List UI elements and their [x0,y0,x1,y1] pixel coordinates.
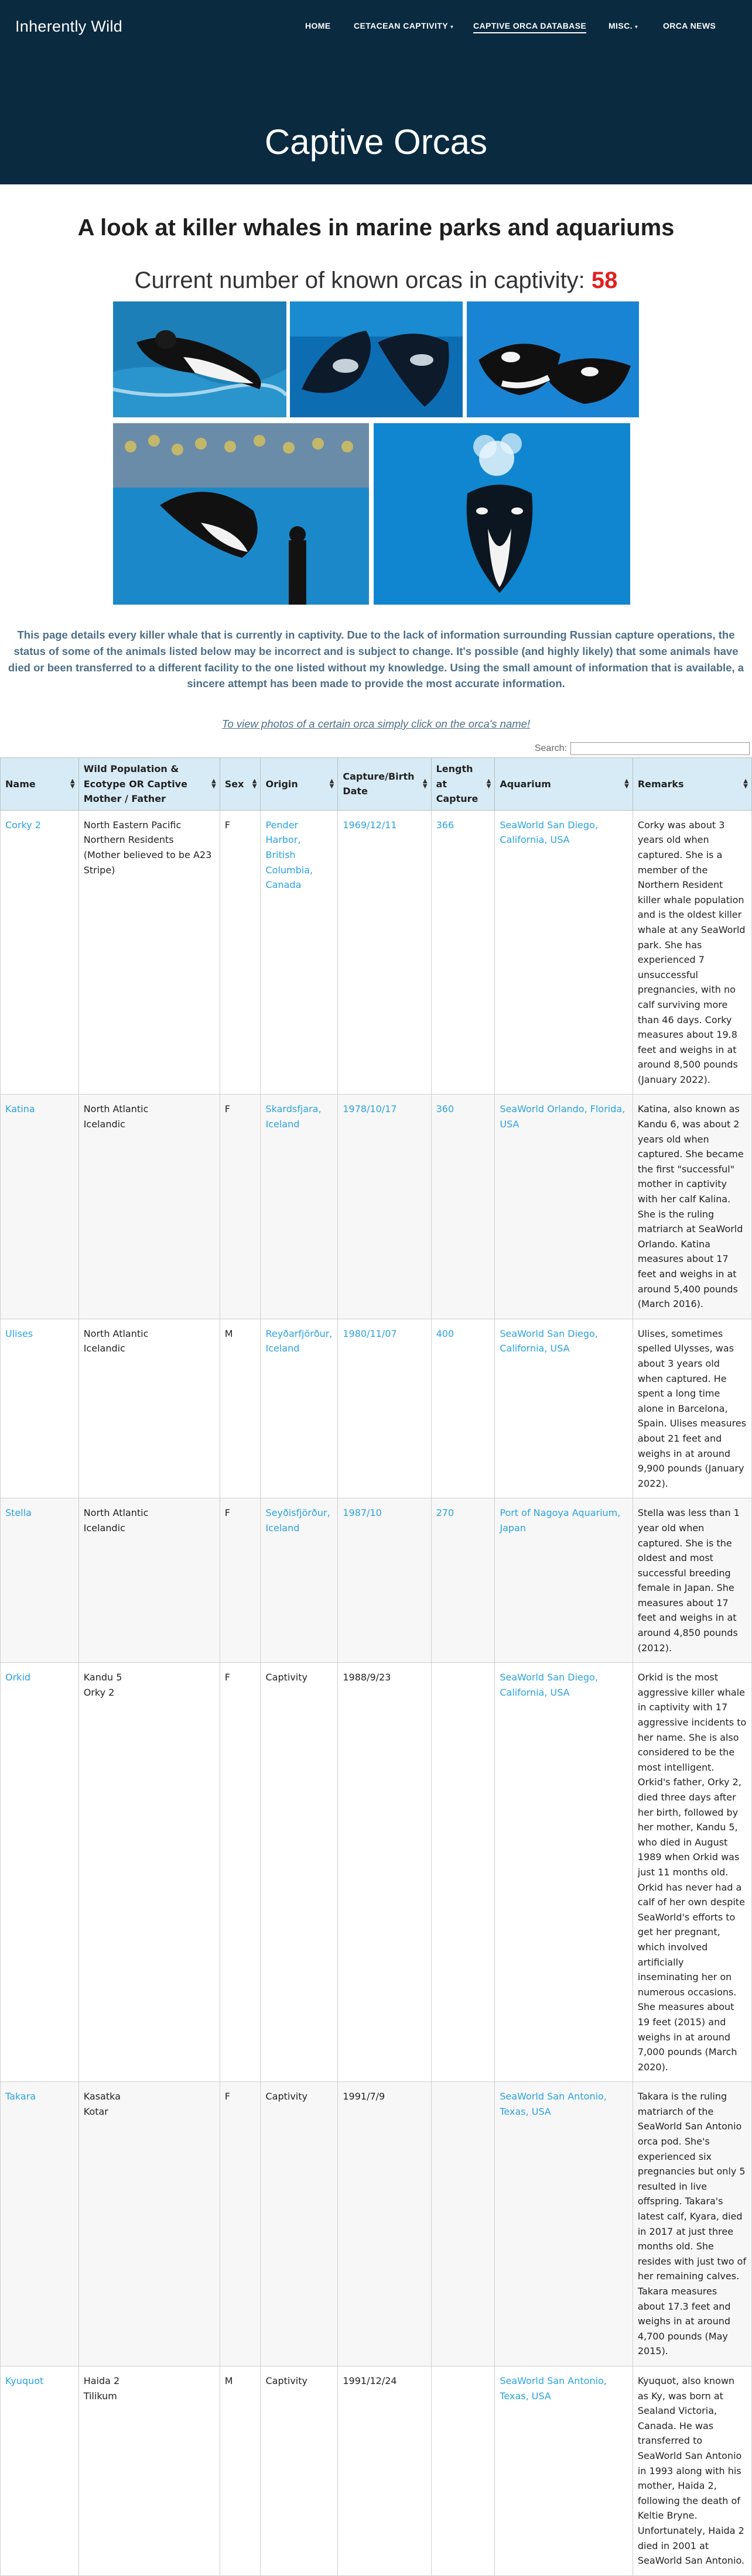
cell-sex [220,1319,261,1498]
column-header-date[interactable] [338,758,431,811]
cell-sex [220,1663,261,2082]
search-label: Search: [534,743,567,753]
captivity-count-value: 58 [591,267,618,293]
cell-name [1,2366,79,2575]
sort-icon: ▲ ▼ [422,778,428,790]
population-lines [84,2373,215,2403]
population-line: Kotar [83,2105,108,2117]
cell-population [78,810,220,1095]
cell-population [78,2366,220,2575]
cell-remarks [633,810,751,1095]
cell-aquarium [495,1663,633,2082]
date-link[interactable]: 1969/12/11 [343,819,397,831]
cell-name [1,1319,79,1498]
cell-date [338,1319,431,1498]
nav-captive-orca-database[interactable]: CAPTIVE ORCA DATABASE [473,21,586,33]
main-nav [0,21,752,33]
nav-cetacean-captivity[interactable] [354,21,453,30]
origin-value: Captivity [265,1672,307,1683]
cell-origin [261,2366,338,2575]
remarks-text: Katina, also known as Kandu 6, was about 2 years old when captured. She became the first "successful" mother in captivity with her calf Kalina. She is the ruling matriarch at SeaWorld Orlando. Katina measures about 17 feet and weighs in at around 5,400 pounds (March 2016). [637,1103,744,1310]
remarks-text: Ulises, sometimes spelled Ulysses, was about 3 years old when captured. He spent a long time alone in Barcelona, Spain. Ulises measures about 21 feet and weighs in at around 9,900 pounds (January 2022). [637,1328,747,1489]
cell-aquarium [495,2366,633,2575]
site-header [0,0,752,184]
sex-value: F [224,819,230,831]
table-row [1,1498,752,1663]
cell-name [1,1498,79,1663]
aquarium-link[interactable]: SeaWorld Orlando, Florida, USA [500,1103,625,1130]
table-row [1,810,752,1095]
orca-photo-1[interactable] [113,301,286,417]
cell-sex [220,1498,261,1663]
remarks-text: Kyuquot, also known as Ky, was born at Sealand Victoria, Canada. He was transferred to SeaWorld San Antonio in 1993 along with his mother, Haida 2, following the death of Keltie Bryne. Unfortunately, Haida 2 died in 2001 at SeaWorld San Antonio. [637,2375,745,2567]
sort-icon: ▲ ▼ [252,778,257,790]
orca-name-link[interactable]: Stella [5,1507,32,1519]
origin-link[interactable]: Pender Harbor, British Columbia, Canada [265,819,313,891]
aquarium-link[interactable]: SeaWorld San Antonio, Texas, USA [500,2375,607,2402]
population-line: Icelandic [83,1343,125,1354]
cell-remarks [633,2366,751,2575]
photo-gallery [0,301,752,606]
nav-misc-label: MISC. [609,21,633,30]
date-value: 1991/12/24 [343,2375,397,2386]
cell-length [431,1319,495,1498]
column-header-aquarium[interactable] [495,758,633,811]
orca-name-link[interactable]: Kyuquot [5,2375,44,2386]
cell-date [338,1095,431,1319]
aquarium-link[interactable]: SeaWorld San Antonio, Texas, USA [500,2091,607,2117]
population-line: Icelandic [83,1522,125,1534]
site-brand[interactable]: Inherently Wild [15,18,123,35]
population-lines [84,1670,215,1700]
column-header-population[interactable] [78,758,220,811]
origin-link[interactable]: Reyðarfjörður, Iceland [265,1328,333,1354]
population-line: Kandu 5 [83,1672,122,1683]
sort-icon: ▲ ▼ [329,778,334,790]
nav-misc[interactable] [609,21,638,30]
population-line: (Mother believed to be A23 Stripe) [83,849,212,876]
sort-icon: ▲ ▼ [624,778,629,790]
cell-population [78,1319,220,1498]
column-header-label: Remarks [637,778,684,790]
cell-name [1,810,79,1095]
search-input[interactable] [570,742,750,755]
page-headline: A look at killer whales in marine parks and aquariums [77,215,675,241]
nav-home[interactable]: HOME [305,21,331,30]
sex-value: M [224,2375,233,2386]
cell-name [1,2082,79,2366]
population-lines [84,818,215,877]
photo-tip-link[interactable]: To view photos of a certain orca simply click on the orca's name! [221,718,531,730]
cell-date [338,810,431,1095]
population-lines [84,1505,215,1535]
table-body [1,810,752,2575]
table-search [0,742,750,755]
sort-icon: ▲ ▼ [70,778,75,790]
cell-remarks [633,2082,751,2366]
orca-photo-5[interactable] [374,423,630,605]
cell-population [78,1663,220,2082]
cell-sex [220,1095,261,1319]
column-header-label: Name [5,778,36,790]
orca-photo-2[interactable] [290,301,463,417]
cell-date [338,2366,431,2575]
population-lines [84,2089,215,2119]
sex-value: F [224,2091,230,2102]
length-link[interactable]: 360 [436,1103,454,1115]
population-line: North Eastern Pacific [83,819,182,831]
cell-name [1,1663,79,2082]
aquarium-link[interactable]: SeaWorld San Diego, California, USA [500,1672,598,1698]
population-line: Haida 2 [83,2375,120,2386]
cell-remarks [633,1319,751,1498]
table-row [1,1663,752,2082]
column-header-label: Length at Capture [436,763,478,805]
table-row [1,1319,752,1498]
cell-length [431,810,495,1095]
population-line: North Atlantic [83,1507,149,1519]
date-link[interactable]: 1987/10 [343,1507,382,1519]
cell-aquarium [495,810,633,1095]
cell-remarks [633,1498,751,1663]
nav-orca-news[interactable]: ORCA NEWS [663,21,716,30]
sort-icon: ▲ ▼ [211,778,216,790]
table-row [1,2082,752,2366]
column-header-name[interactable] [1,758,79,811]
cell-origin [261,1319,338,1498]
cell-date [338,2082,431,2366]
cell-sex [220,2082,261,2366]
column-header-label: Capture/Birth Date [343,770,415,797]
cell-aquarium [495,1498,633,1663]
captivity-count-label: Current number of known orcas in captivity: [134,267,585,293]
table-row [1,2366,752,2575]
page-title: Captive Orcas [264,122,488,162]
cell-population [78,1498,220,1663]
cell-length [431,2082,495,2366]
population-lines [84,1326,215,1356]
population-line: Northern Residents [83,834,174,846]
orca-photo-3[interactable] [467,301,639,417]
population-line: Kasatka [83,2091,121,2102]
orca-name-link[interactable]: Ulises [5,1328,33,1339]
captive-orca-table [0,757,752,2576]
population-line: Icelandic [83,1119,125,1130]
cell-remarks [633,1663,751,2082]
column-header-label: Aquarium [500,778,551,790]
origin-value: Captivity [265,2375,307,2386]
cell-length [431,1095,495,1319]
remarks-text: Stella was less than 1 year old when captured. She is the oldest and most successful breeding female in Japan. She measures about 17 feet and weighs in at around 4,850 pounds (2012). [637,1507,740,1654]
cell-aquarium [495,1319,633,1498]
nav-cetacean-captivity-label: CETACEAN CAPTIVITY [354,21,448,30]
population-lines [84,1102,215,1131]
chevron-down-icon: ▾ [450,24,454,30]
origin-link[interactable]: Skardsfjara, Iceland [265,1103,322,1130]
orca-name-link[interactable]: Katina [5,1103,35,1115]
aquarium-link[interactable]: Port of Nagoya Aquarium, Japan [500,1507,621,1534]
population-line: North Atlantic [83,1328,149,1339]
cell-remarks [633,1095,751,1319]
orca-name-link[interactable]: Takara [5,2091,36,2102]
cell-date [338,1498,431,1663]
cell-origin [261,1663,338,2082]
date-value: 1991/7/9 [343,2091,385,2102]
length-link[interactable]: 366 [436,819,454,831]
cell-origin [261,2082,338,2366]
orca-name-link[interactable]: Corky 2 [5,819,41,831]
captivity-count [0,266,752,294]
column-header-label: Sex [224,778,244,790]
cell-sex [220,2366,261,2575]
cell-date [338,1663,431,2082]
column-header-sex[interactable] [220,758,261,811]
remarks-text: Corky was about 3 years old when captured. She is a member of the Northern Resident killer whale population and is the oldest killer whale at any SeaWorld park. She has experienced 7 unsuccessful pregnancies, with no calf surviving more than 46 days. Corky measures about 19.8 feet and weighs in at around 8,500 pounds (January 2022). [637,819,746,1085]
population-line: Tilikum [83,2390,117,2402]
origin-link[interactable]: Seyðisfjörður, Iceland [265,1507,330,1534]
cell-length [431,1498,495,1663]
population-line: Orky 2 [83,1686,115,1698]
remarks-text: Orkid is the most aggressive killer whale in captivity with 17 aggressive incidents to her name. She is also considered to be the most intelligent. Orkid's father, Orky 2, died three days after her birth, followed by her mother, Kandu 5, who died in August 1989 when Orkid was just 11 months old. Orkid has never had a calf of her own despite SeaWorld's efforts to get her pregnant, which involved artificially inseminating her on numerous occasions. She measures about 19 feet (2015) and weighs in at around 7,000 pounds (March 2020). [637,1672,747,2073]
sort-icon: ▲ ▼ [743,778,748,790]
table-header-row [1,758,752,811]
cell-origin [261,810,338,1095]
column-header-label: Origin [265,778,298,790]
aquarium-link[interactable]: SeaWorld San Diego, California, USA [500,819,598,846]
population-line: North Atlantic [83,1103,149,1115]
sex-value: F [224,1507,230,1519]
aquarium-link[interactable]: SeaWorld San Diego, California, USA [500,1328,598,1354]
length-link[interactable]: 270 [436,1507,454,1519]
orca-name-link[interactable]: Orkid [5,1672,31,1683]
sex-value: M [224,1328,233,1339]
intro-text: This page details every killer whale that is currently in captivity. Due to the lack of information surrounding Russian capture operations, the status of some of the animals listed below may be incorrect and is subject to change. It's possible (and highly likely) that some animals have died or been transferred to a different facility to the one listed without my knowledge. Using the small amount of information that is available, a sincere attempt has been made to provide the most accurate information. [8,629,744,690]
date-value: 1988/9/23 [343,1672,391,1683]
table-row [1,1095,752,1319]
sort-icon: ▲ ▼ [486,778,491,790]
cell-population [78,2082,220,2366]
cell-name [1,1095,79,1319]
photo-tip [0,718,752,730]
cell-population [78,1095,220,1319]
cell-origin [261,1498,338,1663]
length-link[interactable]: 400 [436,1328,454,1339]
sex-value: F [224,1103,230,1115]
orca-photo-4[interactable] [113,423,369,605]
remarks-text: Takara is the ruling matriarch of the SeaWorld San Antonio orca pod. She's experienced six pregnancies but only 5 resulted in live offspring. Takara's latest calf, Kyara, died in 2017 at just three months old. She resides with just two of her remaining calves. Takara measures about 17.3 feet and weighs in at around 4,700 pounds (May 2015). [637,2091,747,2357]
origin-value: Captivity [265,2091,307,2102]
chevron-down-icon: ▾ [634,24,638,30]
date-link[interactable]: 1978/10/17 [343,1103,397,1115]
cell-length [431,1663,495,2082]
column-header-origin[interactable] [261,758,338,811]
cell-aquarium [495,1095,633,1319]
cell-sex [220,810,261,1095]
column-header-label: Wild Population & Ecotype OR Captive Mother / Father [83,763,187,805]
date-link[interactable]: 1980/11/07 [343,1328,397,1339]
cell-aquarium [495,2082,633,2366]
cell-origin [261,1095,338,1319]
cell-length [431,2366,495,2575]
sex-value: F [224,1672,230,1683]
column-header-length[interactable] [431,758,495,811]
column-header-remarks[interactable] [633,758,751,811]
